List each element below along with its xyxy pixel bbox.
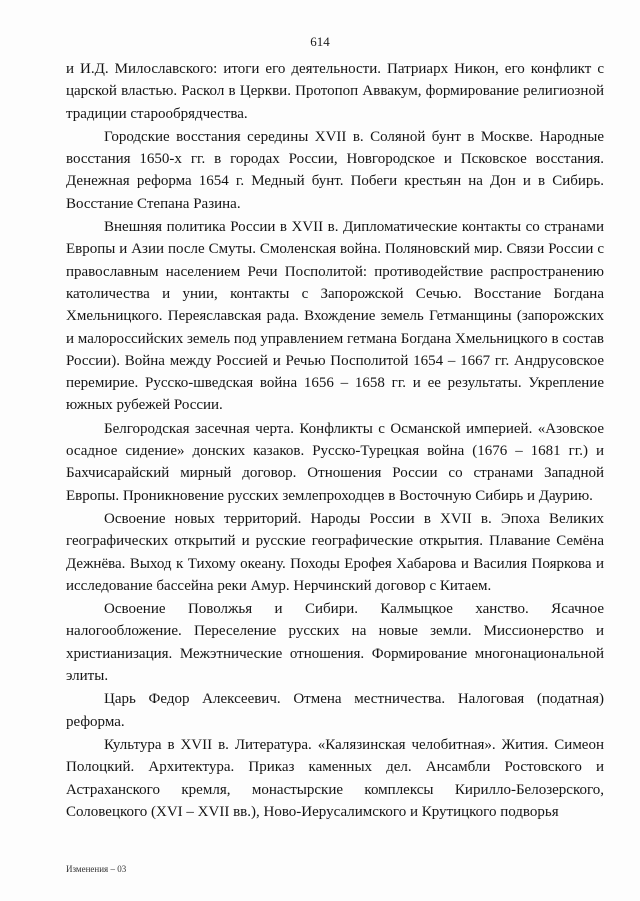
paragraph-5: Освоение новых территорий. Народы России в XVII в. Эпоха Великих географических открытий и русские географические открытия. Плавание Семёна Дежнёва. Выход к Тихому океану. Походы Ерофея Хабарова и Василия Пояркова и исследование бассейна реки Амур. Нерчинский договор с Китаем. <box>66 510 604 594</box>
paragraph-8: Культура в XVII в. Литература. «Калязинская челобитная». Жития. Симеон Полоцкий. Архитектура. Приказ каменных дел. Ансамбли Ростовского и Астраханского кремля, монастырские комплексы Кирилло-Белозерского, Соловецкого (XVI – XVII вв.), Ново-Иерусалимского и Крутицкого подворья <box>66 736 604 820</box>
paragraph-2: Городские восстания середины XVII в. Соляной бунт в Москве. Народные восстания 1650-х гг. в городах России, Новгородское и Псковское восстания. Денежная реформа 1654 г. Медный бунт. Побеги крестьян на Дон и в Сибирь. Восстание Степана Разина. <box>66 128 604 212</box>
paragraph-6: Освоение Поволжья и Сибири. Калмыцкое ханство. Ясачное налогообложение. Переселение русских на новые земли. Миссионерство и христианизация. Межэтнические отношения. Формирование многонациональной элиты. <box>66 601 604 685</box>
body-text <box>66 58 604 824</box>
paragraph-4: Белгородская засечная черта. Конфликты с Османской империей. «Азовское осадное сидение» донских казаков. Русско-Турецкая война (1676 – 1681 гг.) и Бахчисарайский мирный договор. Отношения России со странами Западной Европы. Проникновение русских землепроходцев в Восточную Сибирь и Даурию. <box>66 420 604 504</box>
paragraph-1: и И.Д. Милославского: итоги его деятельности. Патриарх Никон, его конфликт с царской властью. Раскол в Церкви. Протопоп Аввакум, формирование религиозной традиции старообрядчества. <box>66 61 604 122</box>
page-number: 614 <box>310 34 330 49</box>
paragraph-3: Внешняя политика России в XVII в. Дипломатические контакты со странами Европы и Азии после Смуты. Смоленская война. Поляновский мир. Связи России с православным населением Речи Посполитой: противодействие распространению католичества и унии, контакты с Запорожской Сечью. Восстание Богдана Хмельницкого. Переяславская рада. Вхождение земель Гетманщины (запорожских и малороссийских земель под управлением гетмана Богдана Хмельницкого в состав России). Война между Россией и Речью Посполитой 1654 – 1667 гг. Андрусовское перемирие. Русско-шведская война 1656 – 1658 гг. и ее результаты. Укрепление южных рубежей России. <box>66 219 604 414</box>
paragraph-7: Царь Федор Алексеевич. Отмена местничества. Налоговая (податная) реформа. <box>66 691 604 730</box>
footer-revision: Изменения – 03 <box>66 864 127 874</box>
